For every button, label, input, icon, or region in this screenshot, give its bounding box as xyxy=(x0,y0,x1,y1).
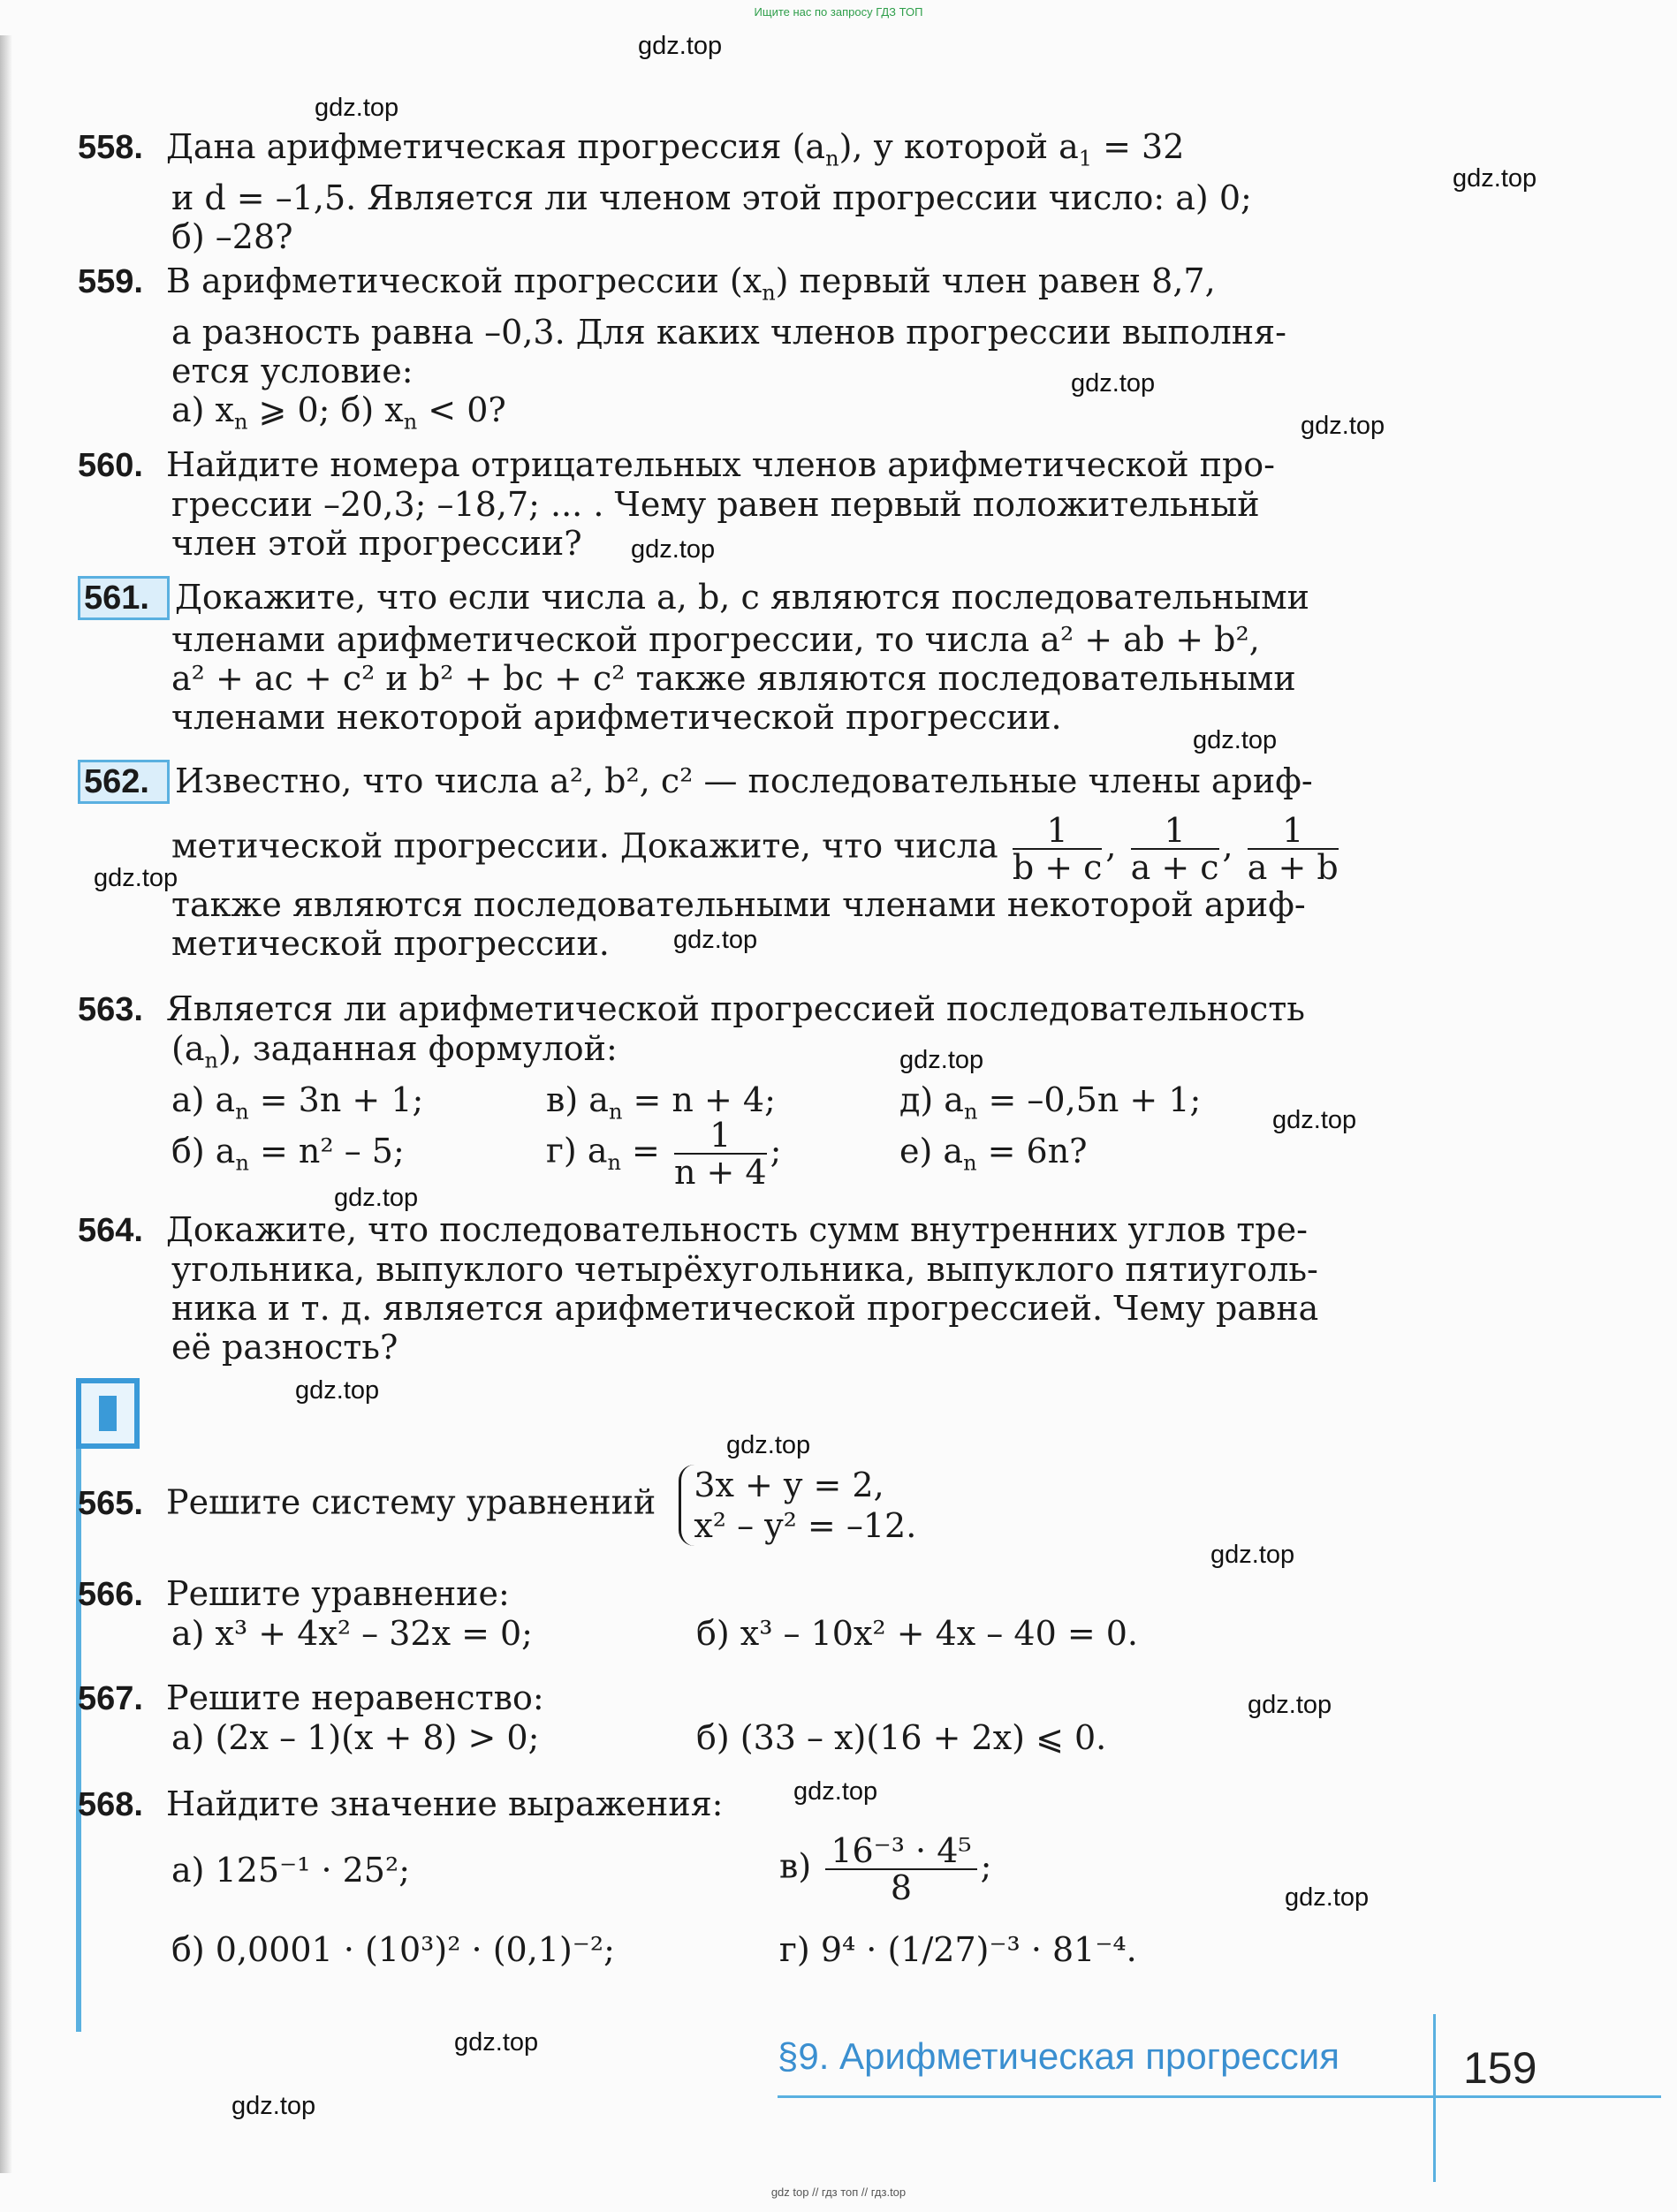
problem-561: 561. Докажите, что если числа a, b, c являются последовательными членами арифметической прогрессии, то числа a² + ab + b², a² + ac + c² и b² + bc + c² также являются последовательными членами некоторой арифметической прогрессии. xyxy=(78,576,1431,737)
watermark: gdz.top xyxy=(315,94,399,122)
watermark: gdz.top xyxy=(231,2092,316,2120)
watermark: gdz.top xyxy=(1210,1541,1295,1569)
bottom-banner[interactable]: gdz top // гдз топ // гдз.top xyxy=(770,2185,907,2199)
watermark: gdz.top xyxy=(638,32,723,60)
problem-560: 560. Найдите номера отрицательных членов арифметической про- грессии –20,3; –18,7; ... . Чему равен первый положительный член этой прогрессии? xyxy=(78,445,1275,563)
problem-567: 567. Решите неравенство: а) (2x – 1)(x + 8) > 0; б) (33 – x)(16 + 2x) ⩽ 0. xyxy=(78,1678,1107,1757)
problem-564: 564. Докажите, что последовательность сумм внутренних углов тре- угольника, выпуклого четырёхугольника, выпуклого пятиуголь- ника и т. д. является арифметической прогрессией. Чему равна её разность? xyxy=(78,1210,1319,1367)
fraction: $\frac{1}{b + c}$ xyxy=(1012,811,1103,887)
watermark: gdz.top xyxy=(1193,726,1278,754)
watermark: gdz.top xyxy=(94,864,178,892)
problem-number: 558. xyxy=(78,129,143,166)
fraction: $\frac{\text{16⁻³ · 4⁵}}{8}$ xyxy=(825,1833,976,1905)
watermark: gdz.top xyxy=(1285,1883,1370,1912)
problem-number: 559. xyxy=(78,263,143,300)
footer-divider xyxy=(1433,2014,1436,2182)
footer-rule xyxy=(778,2095,1661,2098)
page-edge-shadow xyxy=(0,35,12,2173)
problem-568: 568. Найдите значение выражения: а) 125⁻¹ · 25²; в) $\frac{\text{16⁻³ · 4⁵}}{8}$ ; б) 0,0001 · (10³)² · (0,1)⁻²; г) 9⁴ · (1/27)⁻³ · 81⁻⁴. xyxy=(78,1784,1137,1969)
page-number: 159 xyxy=(1463,2043,1537,2093)
watermark: gdz.top xyxy=(1071,369,1156,398)
fraction: $\frac{1}{a + c}$ xyxy=(1130,811,1219,887)
problem-562: 562. Известно, что числа a², b², c² — последовательные члены ариф- метической прогрессии. Докажите, что числа $\frac{1}{b + c}$ , $\frac{1}{a + c}$ , $\frac{1}{a + b}$ также являются последовательными членами некоторой ариф- метической прогрессии. xyxy=(78,760,1431,963)
watermark: gdz.top xyxy=(726,1431,811,1459)
problem-number: 564. xyxy=(78,1212,143,1249)
problem-559: 559. В арифметической прогрессии $(x_n)$ первый член равен 8,7, а разность равна –0,3. Для каких членов прогрессии выполня- ется условие: а) $x_n$ ⩾ 0; б) $x_n < 0$? xyxy=(78,261,1286,435)
problem-number: 563. xyxy=(78,991,143,1028)
watermark: gdz.top xyxy=(899,1046,984,1074)
problem-558: 558. Дана арифметическая прогрессия $(a_n)$, у которой $a_1 = 32$ и d = –1,5. Является ли членом этой прогрессии число: а) 0; б) –28? xyxy=(78,127,1252,256)
problem-number: 566. xyxy=(78,1576,143,1613)
watermark: gdz.top xyxy=(631,535,716,564)
watermark: gdz.top xyxy=(334,1184,419,1212)
equation-system: 3x + y = 2, x² – y² = –12. xyxy=(679,1465,916,1546)
problem-number: 565. xyxy=(78,1484,143,1522)
watermark: gdz.top xyxy=(1272,1106,1357,1134)
watermark: gdz.top xyxy=(793,1777,878,1806)
fraction: $\frac{1}{a + b}$ xyxy=(1247,811,1339,887)
top-banner[interactable]: Ищите нас по запросу ГДЗ ТОП xyxy=(754,5,923,19)
problem-number-highlighted: 562. xyxy=(78,760,170,804)
problem-566: 566. Решите уравнение: а) x³ + 4x² – 32x = 0; б) x³ – 10x² + 4x – 40 = 0. xyxy=(78,1574,1138,1653)
watermark: gdz.top xyxy=(454,2028,539,2057)
problem-number: 567. xyxy=(78,1680,143,1717)
problem-number-highlighted: 561. xyxy=(78,576,170,620)
problem-number: 568. xyxy=(78,1786,143,1823)
chapter-title: §9. Арифметическая прогрессия xyxy=(778,2035,1339,2077)
watermark: gdz.top xyxy=(1453,164,1537,193)
fraction: $\frac{1}{n + 4}$ xyxy=(673,1115,767,1192)
section-marker-icon xyxy=(76,1378,140,1449)
watermark: gdz.top xyxy=(1248,1691,1332,1719)
problem-565: 565. Решите систему уравнений 3x + y = 2, x² – y² = –12. xyxy=(78,1466,917,1545)
watermark: gdz.top xyxy=(1301,412,1385,440)
problem-563: 563. Является ли арифметической прогрессией последовательность $(a_n)$, заданная формулой: а) $a_n = 3n + 1$; в) $a_n = n + 4$; д) $a_n = -0,5n + 1$; б) $a_n = n^2 - 5$; г) $a_n$ = $\frac{1}{n + 4}$ ; е) $a_n = 6n$? xyxy=(78,989,1305,1192)
problem-number: 560. xyxy=(78,447,143,484)
watermark: gdz.top xyxy=(295,1376,380,1405)
watermark: gdz.top xyxy=(673,926,758,954)
